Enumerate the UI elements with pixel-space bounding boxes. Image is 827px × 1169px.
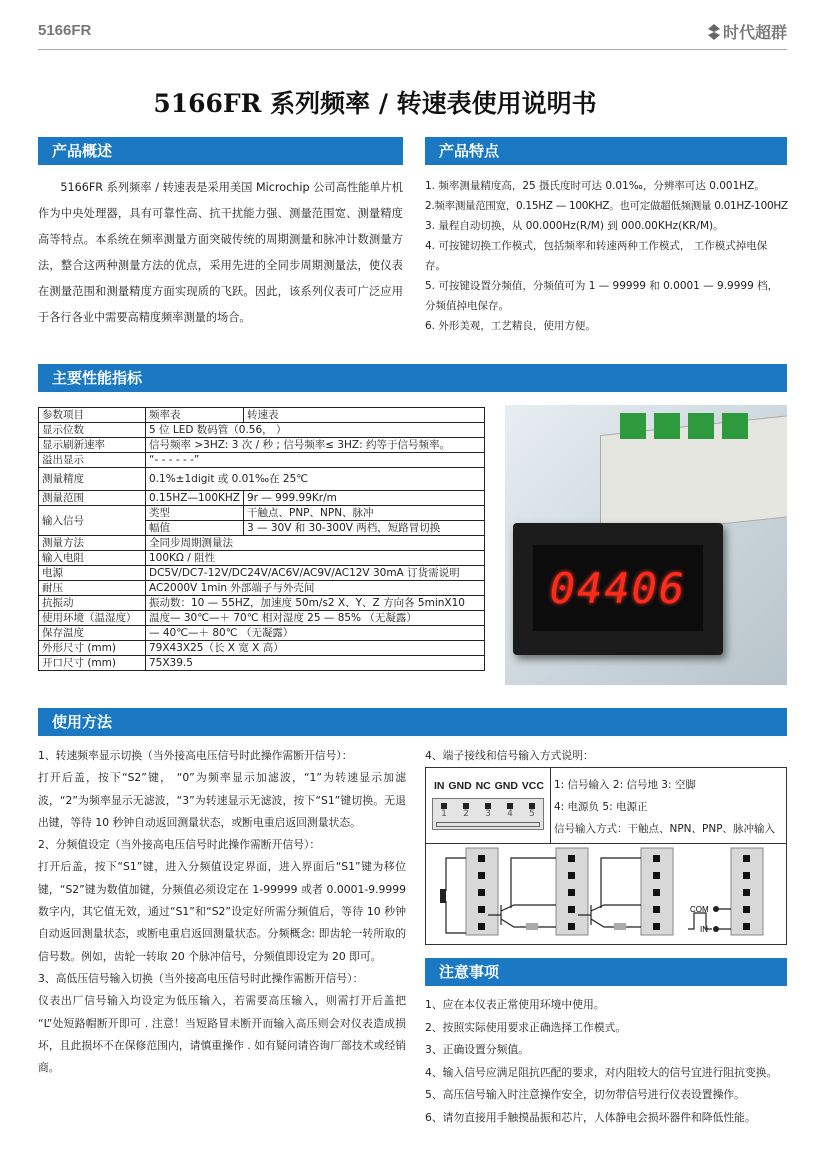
- usage-paragraph: 打开后盖，按下“S2”键， “0”为频率显示加滤波，“1”为转速显示加滤波，“2”为频率显示无滤波，“3”为转速显示无滤波，按下“S1”键切换。无退出键，等待 10 秒钟自动返回测量状态，或断电重启返回测量状态。: [38, 771, 406, 829]
- spec-row: [39, 506, 485, 521]
- note-item: 2、按照实际使用要求正确选择工作模式。: [425, 1020, 627, 1034]
- section-specs-heading: 主要性能指标: [38, 364, 787, 392]
- meter-bezel: [513, 523, 723, 655]
- spec-value: 干触点、PNP、NPN、脉冲: [244, 506, 485, 521]
- spec-label: 测量方法: [39, 536, 146, 551]
- terminal-pin-icon: [568, 889, 575, 896]
- feature-item: 3. 量程自动切换，从 00.000Hz(R/M) 到 000.00KHz(KR/M)。: [425, 220, 724, 232]
- led-reading: 04406: [549, 563, 687, 613]
- terminal-pin-icon: [743, 855, 750, 862]
- spec-value: DC5V/DC7-12V/DC24V/AC6V/AC9V/AC12V 30mA 订货需说明: [146, 566, 485, 581]
- spec-value: AC2000V 1min 外部端子与外壳间: [146, 581, 485, 596]
- spec-label: 使用环境（温湿度）: [39, 611, 146, 626]
- pin-label: GND: [494, 780, 518, 792]
- spec-row: [39, 581, 485, 596]
- resistor-icon: [526, 923, 538, 930]
- spec-value: 信号频率 >3HZ: 3 次 / 秒 ; 信号频率≤ 3HZ: 约等于信号频率。: [146, 438, 485, 453]
- spec-row: [39, 438, 485, 453]
- note-item: 6、请勿直接用手触摸晶振和芯片，人体静电会损坏器件和降低性能。: [425, 1110, 756, 1124]
- note-item: 4、输入信号应满足阻抗匹配的要求，对内阻较大的信号宜进行阻抗变换。: [425, 1065, 778, 1079]
- wiring-diagram-svg: [426, 843, 786, 943]
- terminal-pin-icon: [568, 872, 575, 879]
- spec-header-cell: 参数项目: [39, 408, 146, 423]
- spec-value: 5 位 LED 数码管（0.56， ）: [146, 423, 485, 438]
- spec-value-freq: 0.15HZ—100KHZ: [146, 491, 244, 506]
- usage-text: [38, 745, 406, 1079]
- terminal-pin-icon: [478, 889, 485, 896]
- terminal-pin-icon: [743, 906, 750, 913]
- note-item: 3、正确设置分频值。: [425, 1043, 530, 1056]
- spec-label: 电源: [39, 566, 146, 581]
- spec-value-rpm: 9r — 999.99Kr/m: [244, 491, 485, 506]
- spec-label: 耐压: [39, 581, 146, 596]
- spec-table: [38, 407, 485, 671]
- spec-value: — 40℃—＋ 80℃ （无凝露）: [146, 626, 485, 641]
- usage-paragraph: 打开后盖，按下“S1”键，进入分频值设定界面，进入界面后“S1”键为移位键，“S2”键为数值加键，分频值必须设定在 1-99999 或者 0.0001-9.9999 数字内，其它值无效，通过“S1”和“S2”设定好所需分频值后，等待 10 秒钟自动返回测量状态，或断电重启返回测量状态。分频概念: 即齿轮一转所取的信号数。例如，齿轮一转取 20 个脉冲信号，分频值即设定为 20 即可。: [38, 860, 406, 963]
- spec-value: 0.1%±1digit 或 0.01‰在 25℃: [146, 468, 485, 491]
- spec-value: 全同步周期测量法: [146, 536, 485, 551]
- resistor-icon: [614, 923, 626, 930]
- spec-row: [39, 656, 485, 671]
- spec-label: 显示刷新速率: [39, 438, 146, 453]
- terminal-pin-icon: [568, 906, 575, 913]
- usage-paragraph: 3、高低压信号输入切换（当外接高电压信号时此操作需断开信号）：: [38, 971, 364, 985]
- spec-sub-label: 类型: [146, 506, 244, 521]
- wiring-diagrams: [425, 843, 787, 945]
- spec-row: [39, 566, 485, 581]
- spec-row: [39, 453, 485, 468]
- pin-number: 5: [529, 809, 535, 819]
- pin-number: 1: [441, 809, 447, 819]
- spec-row: [39, 596, 485, 611]
- terminal-pin-icon: [653, 855, 660, 862]
- spec-row: [39, 468, 485, 491]
- usage-paragraph: 2、分频值设定（当外接高电压信号时此操作需断开信号）：: [38, 838, 321, 852]
- spec-header-cell: 转速表: [244, 408, 485, 423]
- header-divider: [38, 49, 787, 50]
- section-features-heading: 产品特点: [425, 137, 787, 165]
- pin-legend-box: [425, 767, 787, 844]
- page-title: 5166FR 系列频率 / 转速表使用说明书: [153, 89, 597, 118]
- spec-value: 3 — 30V 和 30-300V 两档，短路冒切换: [244, 521, 485, 536]
- switch-wire: [446, 858, 466, 933]
- usage-paragraph: 仪表出厂信号输入均设定为低压输入，若需要高压输入，则需打开后盖把 “L”处短路帽断开即可 . 注意！当短路冒未断开而输入高压则会对仪表造成损坏，且此损坏不在保修范围内，请慎重操作 . 如有疑问请咨询厂部技术或经销商。: [38, 994, 406, 1075]
- spec-value: 79X43X25（长 X 宽 X 高）: [146, 641, 485, 656]
- spec-label: 溢出显示: [39, 453, 146, 468]
- pin-description: 4: 电源负 5: 电源正: [554, 801, 648, 813]
- features-list: [425, 176, 787, 336]
- terminal-pin-icon: [478, 906, 485, 913]
- spec-row: [39, 641, 485, 656]
- usage-paragraph: 1、转速频率显示切换（当外接高电压信号时此操作需断开信号）：: [38, 749, 353, 762]
- brand-name: 时代超群: [722, 23, 787, 42]
- terminal-pin-icon: [478, 855, 485, 862]
- terminal-pin-icon: [653, 906, 660, 913]
- header-model: 5166FR: [38, 22, 92, 39]
- pin: [463, 803, 469, 819]
- pin-description: 信号输入方式：干触点、NPN、PNP、脉冲输入: [554, 823, 776, 835]
- pulse-wiring: [716, 909, 731, 929]
- pin: [507, 803, 513, 819]
- pin-label: NC: [475, 780, 491, 792]
- terminal-pin-icon: [568, 855, 575, 862]
- in-label: IN: [700, 925, 708, 934]
- note-item: 1、应在本仪表正常使用环境中使用。: [425, 998, 605, 1011]
- pin: [529, 803, 535, 819]
- brand-logo-icon: [708, 24, 720, 40]
- notes-list: [425, 994, 787, 1129]
- note-item: 5、高压信号输入时注意操作安全，切勿带信号进行仪表设置操作。: [425, 1088, 745, 1101]
- terminal-pin-icon: [478, 923, 485, 930]
- spec-label: 测量精度: [39, 468, 146, 491]
- section-usage-heading: 使用方法: [38, 708, 787, 736]
- spec-label: 开口尺寸 (mm): [39, 656, 146, 671]
- spec-row: [39, 551, 485, 566]
- terminal-pin-icon: [478, 872, 485, 879]
- spec-sub-label: 幅值: [146, 521, 244, 536]
- spec-label: 外形尺寸 (mm): [39, 641, 146, 656]
- overview-text: 5166FR 系列频率 / 转速表是采用美国 Microchip 公司高性能单片机作为中央处理器，具有可靠性高、抗干扰能力强、测量范围宽、测量精度高等特点。本系统在频率测量方面突破传统的周期测量和脉冲计数测量方法，整合这两种测量方法的优点，采用先进的全同步周期测量法，使仪表在测量范围和测量精度方面实现质的飞跃。因此，该系列仪表可广泛应用于各行各业中需要高精度频率测量的场合。: [38, 181, 403, 324]
- terminal-pin-icon: [743, 923, 750, 930]
- feature-item: 1. 频率测量精度高，25 摄氏度时可达 0.01‰，分辨率可达 0.001HZ。: [425, 180, 765, 192]
- dry-contact-switch-icon: [440, 889, 446, 903]
- pin-number: 2: [463, 809, 469, 819]
- spec-row: [39, 626, 485, 641]
- connector-pinout: [426, 768, 551, 843]
- spec-row: [39, 536, 485, 551]
- section-notes-heading: 注意事项: [425, 958, 787, 986]
- spec-label: 输入信号: [39, 506, 146, 536]
- terminal-pin-icon: [743, 872, 750, 879]
- com-label: COM: [690, 905, 709, 914]
- brand-logo: [708, 20, 787, 43]
- pin-number: 3: [485, 809, 491, 819]
- spec-row: [39, 611, 485, 626]
- pin: [485, 803, 491, 819]
- product-photo: [505, 405, 787, 685]
- spec-header-row: [39, 408, 485, 423]
- section-overview-heading: 产品概述: [38, 137, 403, 165]
- spec-label: 保存温度: [39, 626, 146, 641]
- spec-label: 测量范围: [39, 491, 146, 506]
- spec-label: 输入电阻: [39, 551, 146, 566]
- spec-value: “- - - - - -”: [146, 453, 485, 468]
- terminal-pin-icon: [653, 872, 660, 879]
- pin-description: 1: 信号输入 2: 信号地 3: 空脚: [554, 779, 696, 791]
- terminal-dot-icon: [713, 906, 719, 912]
- feature-item: 4. 可按键切换工作模式，包括频率和转速两种工作模式， 工作模式掉电保存。: [425, 240, 768, 272]
- terminal-pin-icon: [653, 923, 660, 930]
- terminal-blocks: [620, 413, 770, 443]
- terminal-pin-icon: [743, 889, 750, 896]
- terminal-pin-icon: [568, 923, 575, 930]
- pin-label: IN: [434, 780, 445, 792]
- pin-number: 4: [507, 809, 513, 819]
- spec-header-cell: 频率表: [146, 408, 244, 423]
- spec-value: 振动数：10 — 55HZ，加速度 50m/s2 X、Y、Z 方向各 5minX10: [146, 596, 485, 611]
- spec-value: 100KΩ / 阻性: [146, 551, 485, 566]
- pin-label: VCC: [521, 780, 544, 792]
- spec-value: 温度— 30℃—＋ 70℃ 相对湿度 25 — 85% （无凝露）: [146, 611, 485, 626]
- spec-row: [39, 491, 485, 506]
- feature-item: 6. 外形美观，工艺精良，使用方便。: [425, 320, 596, 332]
- terminal-pin-icon: [653, 889, 660, 896]
- spec-label: 抗振动: [39, 596, 146, 611]
- terminal-dot-icon: [713, 926, 719, 932]
- spec-value: 75X39.5: [146, 656, 485, 671]
- feature-item: 5. 可按键设置分频值，分频值可为 1 — 99999 和 0.0001 — 9.9999 档，分频值掉电保存。: [425, 280, 779, 312]
- connector-shape: [432, 798, 544, 830]
- pin-label: GND: [448, 780, 472, 792]
- spec-label: 显示位数: [39, 423, 146, 438]
- feature-item: 2.频率测量范围宽，0.15HZ — 100KHZ。也可定做超低频测量 0.01HZ-100HZ: [425, 200, 788, 212]
- spec-row: [39, 423, 485, 438]
- pin: [441, 803, 447, 819]
- wiring-title: 4、端子接线和信号输入方式说明：: [425, 749, 594, 762]
- led-display: [533, 545, 703, 631]
